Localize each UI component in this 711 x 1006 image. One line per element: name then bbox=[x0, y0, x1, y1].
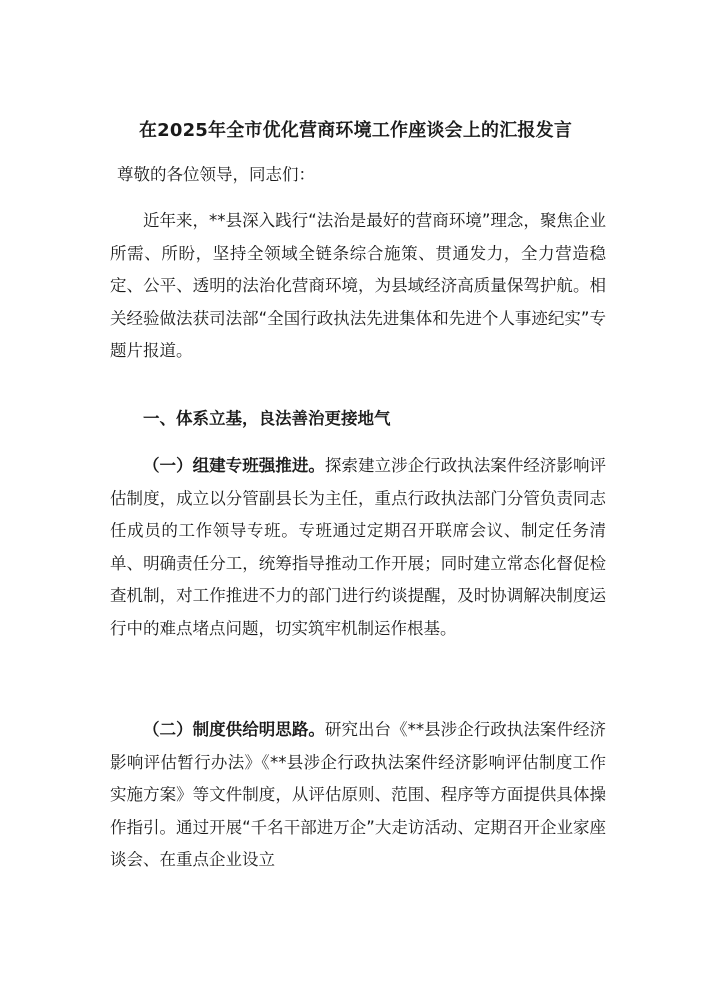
section-item-1-text: 探索建立涉企行政执法案件经济影响评估制度，成立以分管副县长为主任，重点行政执法部门分管负责同志任成员的工作领导专班。专班通过定期召开联席会议、制定任务清单、明确责任分工，统筹指导推动工作开展；同时建立常态化督促检查机制，对工作推进不力的部门进行约谈提醒，及时协调解决制度运行中的难点堵点问题，切实筑牢机制运作根基。 bbox=[110, 456, 607, 638]
salutation: 尊敬的各位领导，同志们： bbox=[117, 165, 315, 184]
section-heading-1: 一、体系立基，良法善治更接地气 bbox=[143, 409, 391, 428]
section-item-2 bbox=[110, 714, 606, 877]
document-title: 在2025年全市优化营商环境工作座谈会上的汇报发言 bbox=[138, 120, 573, 141]
section-item-1-lead: （一）组建专班强推进。 bbox=[143, 456, 325, 475]
intro-paragraph: 近年来，**县深入践行“法治是最好的营商环境”理念，聚焦企业所需、所盼，坚持全领域全链条综合施策、贯通发力，全力营造稳定、公平、透明的法治化营商环境，为县域经济高质量保驾护航。相关经验做法获司法部“全国行政执法先进集体和先进个人事迹纪实”专题片报道。 bbox=[110, 211, 606, 360]
section-item-1 bbox=[110, 450, 606, 645]
section-item-2-text: 研究出台《**县涉企行政执法案件经济影响评估暂行办法》《**县涉企行政执法案件经济影响评估制度工作实施方案》等文件制度，从评估原则、范围、程序等方面提供具体操作指引。通过开展“千名干部进万企”大走访活动、定期召开企业家座谈会、在重点企业设立 bbox=[110, 720, 607, 869]
section-item-2-lead: （二）制度供给明思路。 bbox=[143, 720, 325, 739]
